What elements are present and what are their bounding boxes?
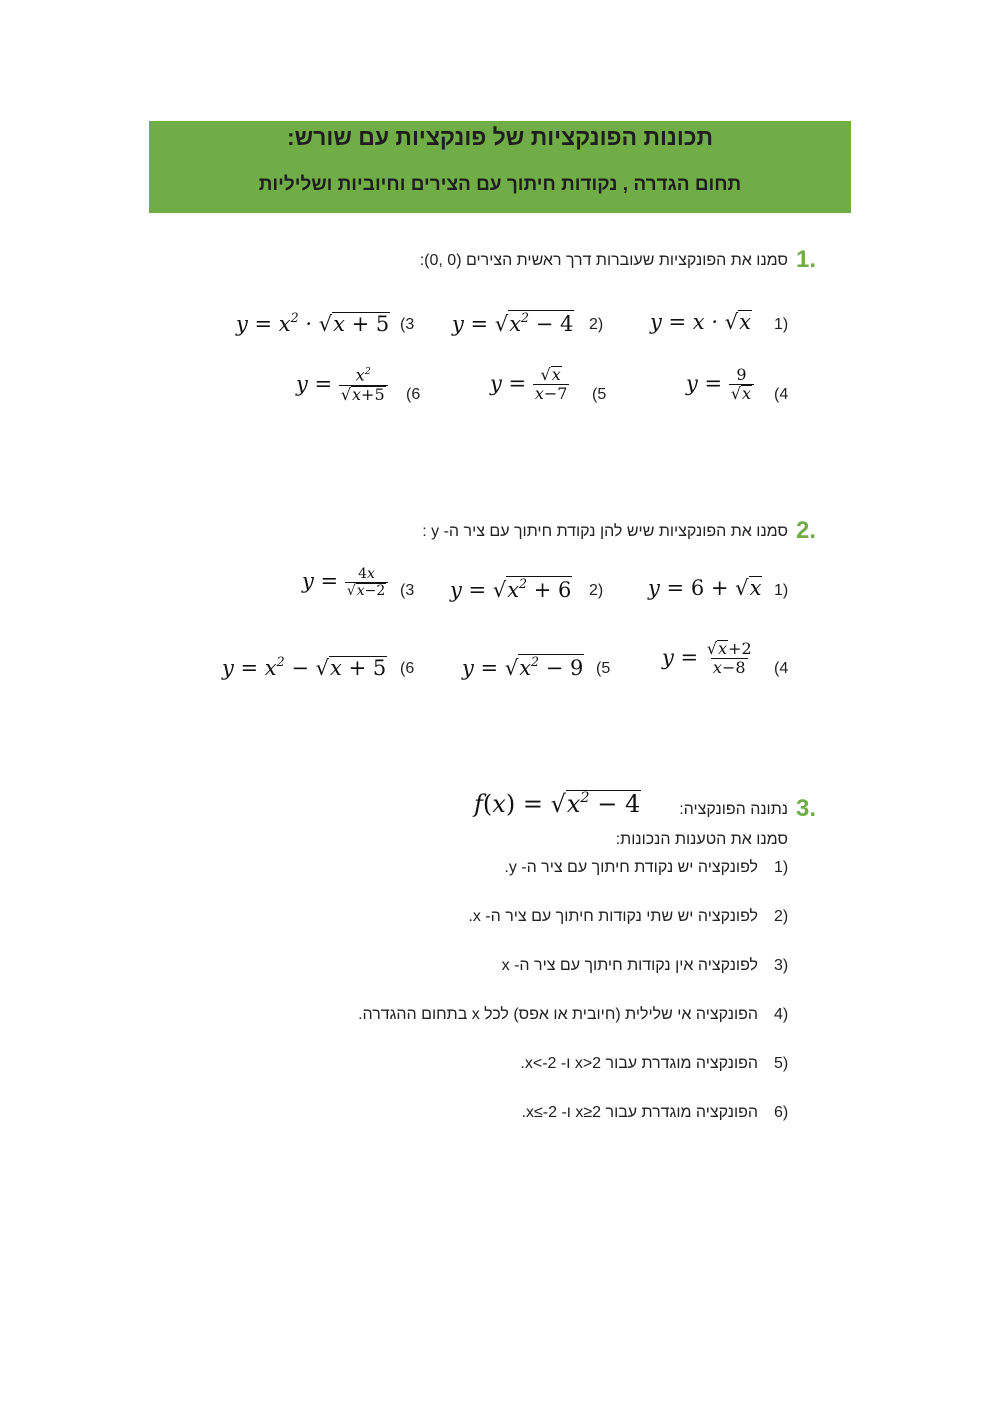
page-title: תכונות הפונקציות של פונקציות עם שורש:	[286, 124, 714, 150]
page-subtitle: תחום הגדרה , נקודות חיתוך עם הצירים וחיוביות ושליליות	[258, 174, 742, 195]
statement-1-number: 1)	[774, 859, 789, 876]
q2-item-4-index: (4	[774, 660, 789, 677]
statement-3-number: 3)	[774, 957, 789, 974]
q1-item-1-index: 1)	[774, 316, 789, 333]
q2-item-5-index: (5	[596, 660, 611, 677]
q1-item-6-formula[interactable]: y = $\frac{x^2}{√x+5}$	[296, 366, 388, 405]
statement-1-text[interactable]: לפונקציה יש נקודת חיתוך עם ציר ה- y.	[504, 859, 758, 876]
statement-3-text[interactable]: לפונקציה אין נקודות חיתוך עם ציר ה- x	[501, 957, 758, 974]
q2-item-1-index: 1)	[774, 582, 789, 599]
statement-5-text[interactable]: הפונקציה מוגדרת עבור x>2 ו- x<-2.	[520, 1055, 758, 1072]
q2-item-2-index: 2)	[589, 582, 604, 599]
statement-6-number: 6)	[774, 1104, 789, 1121]
q1-item-2-index: 2)	[589, 316, 604, 333]
q2-item-5-formula[interactable]: $y = √x^2 - 9$	[462, 654, 584, 680]
question-3-instruction: סמנו את הטענות הנכונות:	[615, 831, 788, 848]
q1-item-2-formula[interactable]: $y = √x^2 - 4$	[452, 310, 574, 336]
q2-item-2-formula[interactable]: $y = √x^2 + 6$	[450, 576, 572, 602]
q2-item-3-formula[interactable]: y = $\frac{4x}{√x-2}$	[302, 566, 388, 599]
statement-4-number: 4)	[774, 1006, 789, 1023]
statement-2-number: 2)	[774, 908, 789, 925]
statement-4-text[interactable]: הפונקציה אי שלילית (חיובית או אפס) לכל x בתחום ההגדרה.	[358, 1006, 758, 1023]
question-1-number: 1.	[796, 246, 817, 273]
question-2-text: סמנו את הפונקציות שיש להן נקודת חיתוך עם ציר ה- y :	[422, 523, 788, 540]
q1-item-6-index: (6	[406, 386, 421, 403]
q2-item-1-formula[interactable]: y = 6 + √x	[648, 576, 762, 600]
q2-item-6-formula[interactable]: $y = x^2 - √x + 5$	[222, 654, 387, 680]
question-3-intro: נתונה הפונקציה:	[679, 801, 788, 818]
statement-5-number: 5)	[774, 1055, 789, 1072]
q1-item-5-index: (5	[592, 386, 607, 403]
q2-item-4-formula[interactable]: y = $\frac{√x+2}{x-8}$	[662, 639, 752, 678]
question-2-number: 2.	[796, 517, 817, 544]
q1-item-1-formula[interactable]: y = x · √x	[650, 310, 751, 334]
q1-item-3-index: (3	[400, 316, 415, 333]
question-3-function: $f(x) = √x^2 - 4$	[474, 790, 641, 819]
q2-item-6-index: (6	[400, 660, 415, 677]
statement-2-text[interactable]: לפונקציה יש שתי נקודות חיתוך עם ציר ה- x.	[468, 908, 758, 925]
q2-item-3-index: (3	[400, 582, 415, 599]
question-1-text: סמנו את הפונקציות שעוברות דרך ראשית הצירים (0 ,0):	[419, 252, 788, 269]
q1-item-3-formula[interactable]: $y = x^2 \cdot √x + 5$	[236, 310, 390, 336]
question-3-number: 3.	[796, 795, 817, 822]
q1-item-4-formula[interactable]: y = $\frac{9}{√x}$	[686, 366, 754, 404]
q1-item-5-formula[interactable]: y = $\frac{√x}{x-7}$	[490, 365, 568, 404]
q1-item-4-index: (4	[774, 386, 789, 403]
statement-6-text[interactable]: הפונקציה מוגדרת עבור x≥2 ו- x≤-2.	[521, 1104, 758, 1121]
